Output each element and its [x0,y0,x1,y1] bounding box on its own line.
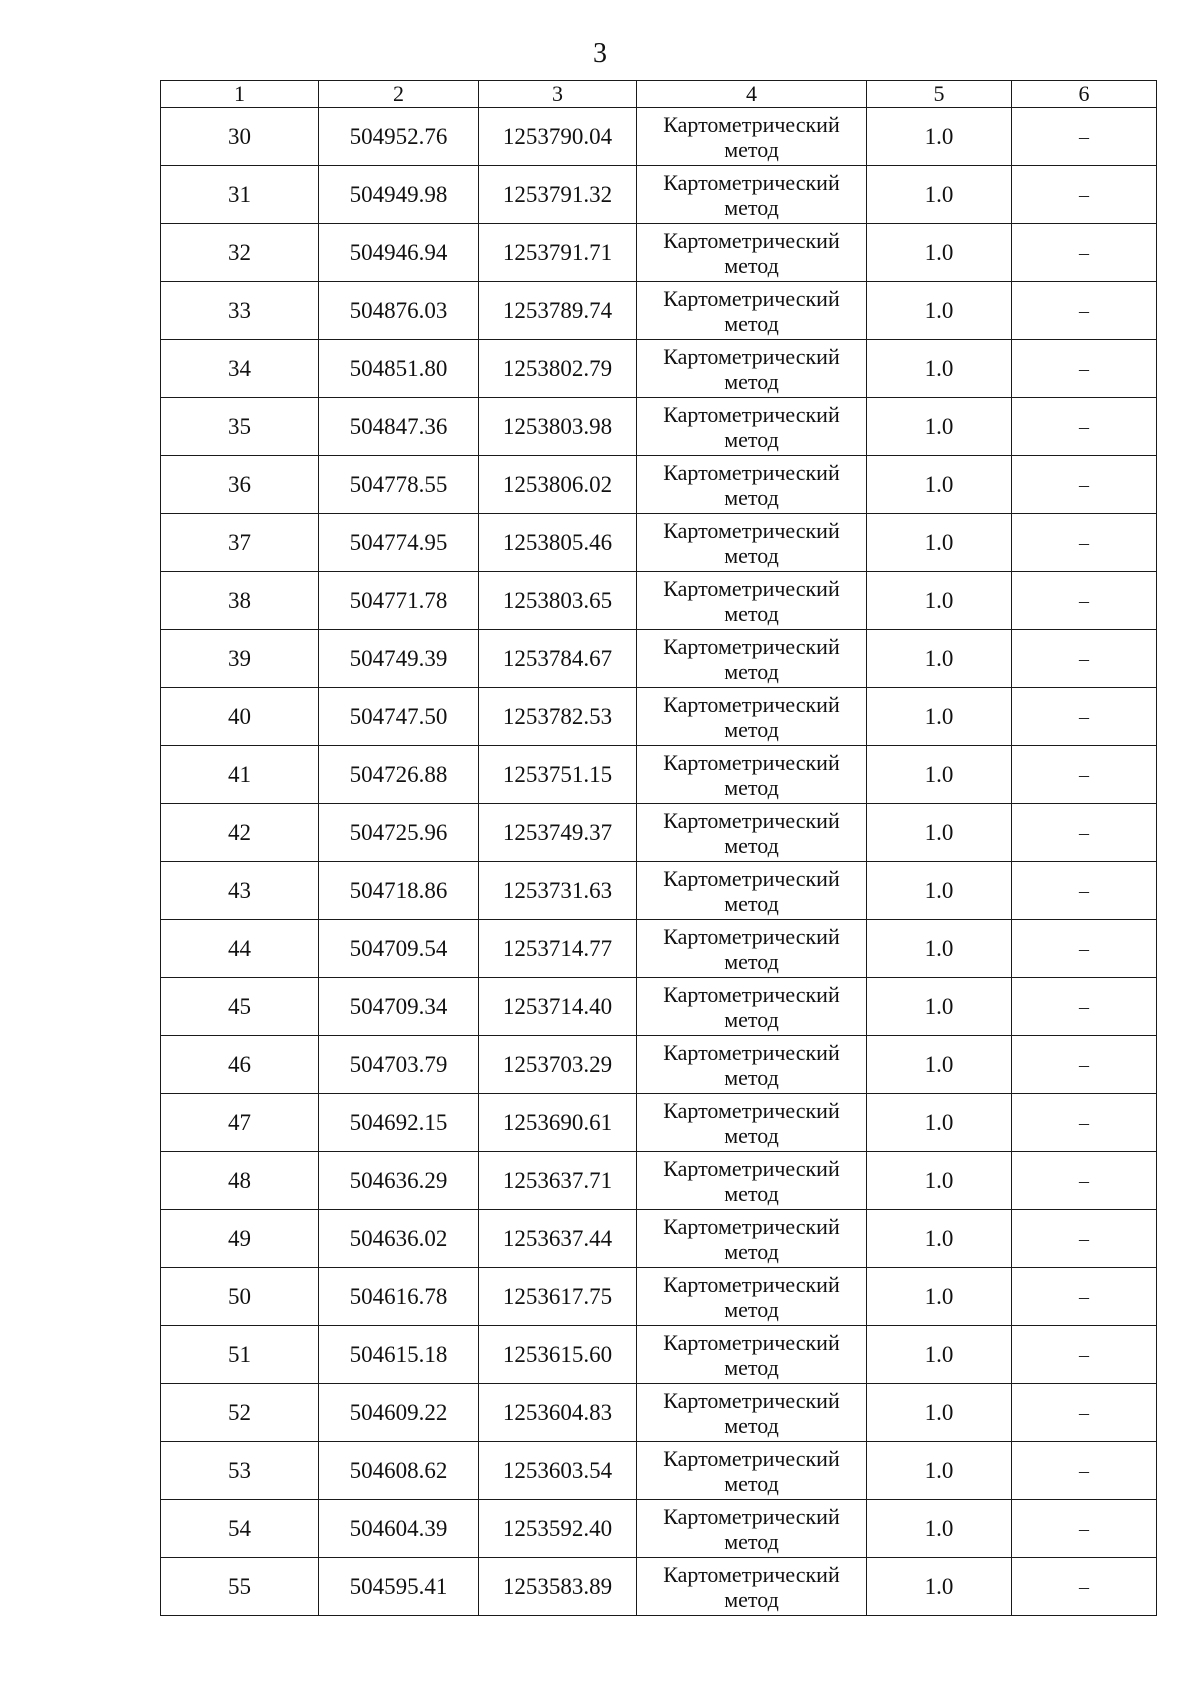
note-cell: – [1012,282,1157,340]
accuracy-cell: 1.0 [867,862,1012,920]
point-number-cell: 38 [161,572,319,630]
table-row [161,398,1157,456]
method-cell: Картометрический метод [637,920,867,978]
note-cell: – [1012,920,1157,978]
x-coordinate-cell: 504749.39 [319,630,479,688]
accuracy-cell: 1.0 [867,746,1012,804]
table-row [161,1210,1157,1268]
point-number-cell: 40 [161,688,319,746]
y-coordinate-cell: 1253782.53 [479,688,637,746]
table-row [161,978,1157,1036]
x-coordinate-cell: 504636.29 [319,1152,479,1210]
table-row [161,920,1157,978]
method-cell: Картометрический метод [637,1326,867,1384]
table-row [161,1384,1157,1442]
y-coordinate-cell: 1253803.65 [479,572,637,630]
note-cell: – [1012,514,1157,572]
x-coordinate-cell: 504616.78 [319,1268,479,1326]
accuracy-cell: 1.0 [867,920,1012,978]
table-row [161,804,1157,862]
accuracy-cell: 1.0 [867,1152,1012,1210]
accuracy-cell: 1.0 [867,340,1012,398]
note-cell: – [1012,1558,1157,1616]
note-cell: – [1012,978,1157,1036]
point-number-cell: 48 [161,1152,319,1210]
method-cell: Картометрический метод [637,456,867,514]
point-number-cell: 33 [161,282,319,340]
x-coordinate-cell: 504692.15 [319,1094,479,1152]
x-coordinate-cell: 504726.88 [319,746,479,804]
accuracy-cell: 1.0 [867,514,1012,572]
accuracy-cell: 1.0 [867,1442,1012,1500]
point-number-cell: 34 [161,340,319,398]
accuracy-cell: 1.0 [867,688,1012,746]
y-coordinate-cell: 1253592.40 [479,1500,637,1558]
accuracy-cell: 1.0 [867,1268,1012,1326]
x-coordinate-cell: 504876.03 [319,282,479,340]
x-coordinate-cell: 504778.55 [319,456,479,514]
y-coordinate-cell: 1253789.74 [479,282,637,340]
table-row [161,1036,1157,1094]
y-coordinate-cell: 1253784.67 [479,630,637,688]
method-cell: Картометрический метод [637,224,867,282]
method-cell: Картометрический метод [637,978,867,1036]
x-coordinate-cell: 504946.94 [319,224,479,282]
x-coordinate-cell: 504952.76 [319,108,479,166]
point-number-cell: 41 [161,746,319,804]
table-header-row [161,81,1157,108]
method-cell: Картометрический метод [637,340,867,398]
method-cell: Картометрический метод [637,1036,867,1094]
y-coordinate-cell: 1253749.37 [479,804,637,862]
note-cell: – [1012,688,1157,746]
point-number-cell: 44 [161,920,319,978]
table-row [161,1558,1157,1616]
table-row [161,1094,1157,1152]
point-number-cell: 55 [161,1558,319,1616]
note-cell: – [1012,862,1157,920]
y-coordinate-cell: 1253583.89 [479,1558,637,1616]
method-cell: Картометрический метод [637,108,867,166]
y-coordinate-cell: 1253790.04 [479,108,637,166]
note-cell: – [1012,1442,1157,1500]
x-coordinate-cell: 504847.36 [319,398,479,456]
y-coordinate-cell: 1253637.44 [479,1210,637,1268]
column-header-4: 4 [637,81,867,108]
accuracy-cell: 1.0 [867,804,1012,862]
x-coordinate-cell: 504703.79 [319,1036,479,1094]
table-row [161,1442,1157,1500]
point-number-cell: 36 [161,456,319,514]
note-cell: – [1012,224,1157,282]
note-cell: – [1012,1268,1157,1326]
method-cell: Картометрический метод [637,804,867,862]
y-coordinate-cell: 1253802.79 [479,340,637,398]
x-coordinate-cell: 504949.98 [319,166,479,224]
y-coordinate-cell: 1253615.60 [479,1326,637,1384]
method-cell: Картометрический метод [637,630,867,688]
table-row [161,1326,1157,1384]
note-cell: – [1012,1036,1157,1094]
accuracy-cell: 1.0 [867,978,1012,1036]
note-cell: – [1012,746,1157,804]
table-row [161,166,1157,224]
method-cell: Картометрический метод [637,1152,867,1210]
y-coordinate-cell: 1253731.63 [479,862,637,920]
accuracy-cell: 1.0 [867,282,1012,340]
column-header-1: 1 [161,81,319,108]
point-number-cell: 37 [161,514,319,572]
y-coordinate-cell: 1253617.75 [479,1268,637,1326]
method-cell: Картометрический метод [637,746,867,804]
accuracy-cell: 1.0 [867,108,1012,166]
note-cell: – [1012,572,1157,630]
point-number-cell: 49 [161,1210,319,1268]
method-cell: Картометрический метод [637,282,867,340]
note-cell: – [1012,804,1157,862]
table-row [161,688,1157,746]
point-number-cell: 50 [161,1268,319,1326]
accuracy-cell: 1.0 [867,630,1012,688]
table-row [161,1500,1157,1558]
method-cell: Картометрический метод [637,1558,867,1616]
x-coordinate-cell: 504718.86 [319,862,479,920]
point-number-cell: 30 [161,108,319,166]
method-cell: Картометрический метод [637,166,867,224]
point-number-cell: 51 [161,1326,319,1384]
accuracy-cell: 1.0 [867,1036,1012,1094]
column-header-2: 2 [319,81,479,108]
accuracy-cell: 1.0 [867,1384,1012,1442]
table-row [161,224,1157,282]
point-number-cell: 45 [161,978,319,1036]
method-cell: Картометрический метод [637,398,867,456]
point-number-cell: 43 [161,862,319,920]
method-cell: Картометрический метод [637,1500,867,1558]
note-cell: – [1012,1152,1157,1210]
method-cell: Картометрический метод [637,688,867,746]
accuracy-cell: 1.0 [867,166,1012,224]
accuracy-cell: 1.0 [867,1558,1012,1616]
note-cell: – [1012,1384,1157,1442]
point-number-cell: 54 [161,1500,319,1558]
x-coordinate-cell: 504771.78 [319,572,479,630]
x-coordinate-cell: 504615.18 [319,1326,479,1384]
point-number-cell: 47 [161,1094,319,1152]
note-cell: – [1012,456,1157,514]
accuracy-cell: 1.0 [867,1094,1012,1152]
note-cell: – [1012,630,1157,688]
x-coordinate-cell: 504604.39 [319,1500,479,1558]
y-coordinate-cell: 1253690.61 [479,1094,637,1152]
x-coordinate-cell: 504774.95 [319,514,479,572]
method-cell: Картометрический метод [637,1210,867,1268]
y-coordinate-cell: 1253714.40 [479,978,637,1036]
accuracy-cell: 1.0 [867,224,1012,282]
note-cell: – [1012,398,1157,456]
point-number-cell: 46 [161,1036,319,1094]
y-coordinate-cell: 1253803.98 [479,398,637,456]
x-coordinate-cell: 504608.62 [319,1442,479,1500]
point-number-cell: 35 [161,398,319,456]
table-body [161,108,1157,1616]
y-coordinate-cell: 1253751.15 [479,746,637,804]
accuracy-cell: 1.0 [867,1500,1012,1558]
y-coordinate-cell: 1253603.54 [479,1442,637,1500]
x-coordinate-cell: 504609.22 [319,1384,479,1442]
method-cell: Картометрический метод [637,862,867,920]
y-coordinate-cell: 1253703.29 [479,1036,637,1094]
column-header-3: 3 [479,81,637,108]
table-row [161,282,1157,340]
point-number-cell: 32 [161,224,319,282]
note-cell: – [1012,1500,1157,1558]
y-coordinate-cell: 1253791.32 [479,166,637,224]
coordinates-table-container [160,80,1156,1616]
accuracy-cell: 1.0 [867,1210,1012,1268]
method-cell: Картометрический метод [637,572,867,630]
x-coordinate-cell: 504747.50 [319,688,479,746]
note-cell: – [1012,1094,1157,1152]
table-row [161,1268,1157,1326]
page-number: 3 [593,38,607,69]
note-cell: – [1012,340,1157,398]
table-row [161,572,1157,630]
column-header-5: 5 [867,81,1012,108]
y-coordinate-cell: 1253714.77 [479,920,637,978]
coordinates-table [160,80,1157,1616]
x-coordinate-cell: 504709.54 [319,920,479,978]
method-cell: Картометрический метод [637,1094,867,1152]
method-cell: Картометрический метод [637,1384,867,1442]
table-row [161,862,1157,920]
y-coordinate-cell: 1253791.71 [479,224,637,282]
table-row [161,108,1157,166]
note-cell: – [1012,108,1157,166]
column-header-6: 6 [1012,81,1157,108]
y-coordinate-cell: 1253805.46 [479,514,637,572]
accuracy-cell: 1.0 [867,456,1012,514]
x-coordinate-cell: 504725.96 [319,804,479,862]
table-row [161,746,1157,804]
method-cell: Картометрический метод [637,1442,867,1500]
accuracy-cell: 1.0 [867,572,1012,630]
point-number-cell: 39 [161,630,319,688]
point-number-cell: 42 [161,804,319,862]
x-coordinate-cell: 504709.34 [319,978,479,1036]
note-cell: – [1012,1210,1157,1268]
note-cell: – [1012,1326,1157,1384]
point-number-cell: 53 [161,1442,319,1500]
method-cell: Картометрический метод [637,514,867,572]
x-coordinate-cell: 504636.02 [319,1210,479,1268]
y-coordinate-cell: 1253637.71 [479,1152,637,1210]
note-cell: – [1012,166,1157,224]
accuracy-cell: 1.0 [867,1326,1012,1384]
method-cell: Картометрический метод [637,1268,867,1326]
x-coordinate-cell: 504595.41 [319,1558,479,1616]
x-coordinate-cell: 504851.80 [319,340,479,398]
table-row [161,630,1157,688]
point-number-cell: 52 [161,1384,319,1442]
table-row [161,340,1157,398]
table-row [161,514,1157,572]
y-coordinate-cell: 1253604.83 [479,1384,637,1442]
y-coordinate-cell: 1253806.02 [479,456,637,514]
point-number-cell: 31 [161,166,319,224]
accuracy-cell: 1.0 [867,398,1012,456]
table-row [161,1152,1157,1210]
table-row [161,456,1157,514]
